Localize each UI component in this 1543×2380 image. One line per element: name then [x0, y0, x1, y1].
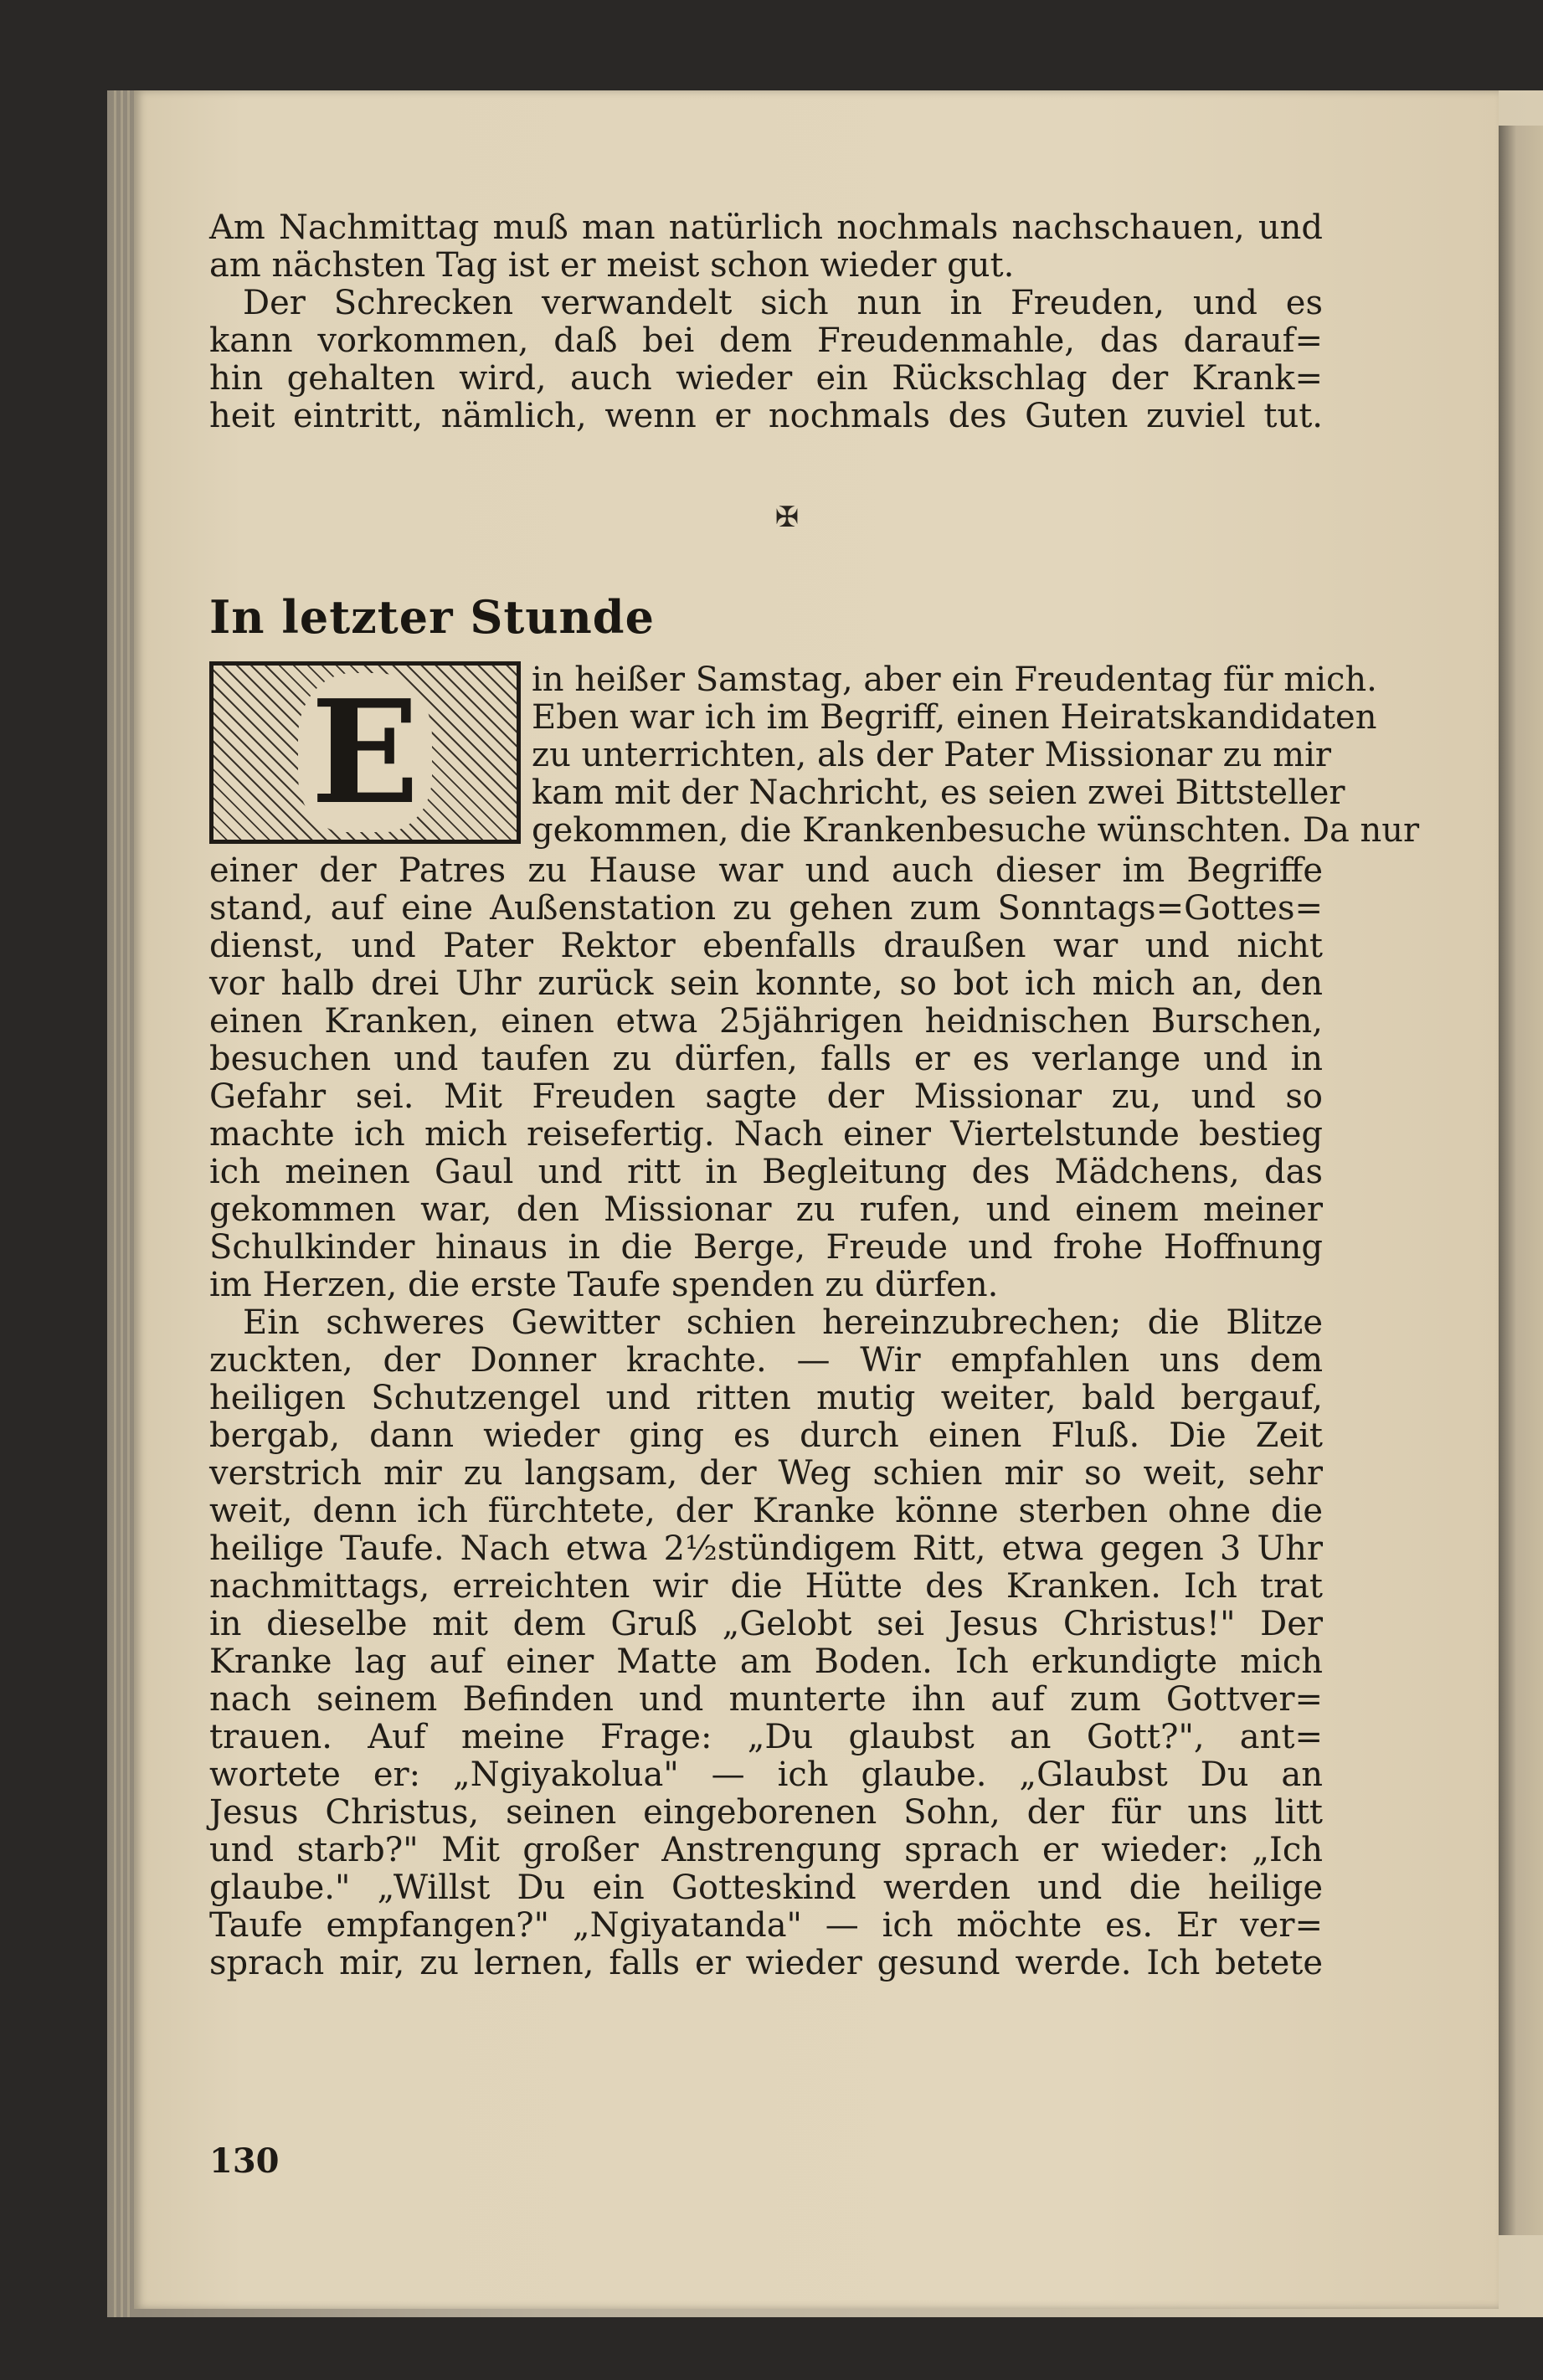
drop-cap-letter: E: [298, 673, 432, 832]
section-divider-ornament: ✠: [774, 501, 800, 534]
text-line: verstrich mir zu langsam, der Weg schien mir so weit, sehr: [209, 1454, 1323, 1493]
text-line: im Herzen, die erste Taufe spenden zu dürfen.: [209, 1266, 999, 1304]
text-line: Eben war ich im Begriff, einen Heiratskandidaten: [532, 698, 1377, 737]
text-line: trauen. Auf meine Frage: „Du glaubst an Gott?", ant=: [209, 1718, 1323, 1756]
text-line: Kranke lag auf einer Matte am Boden. Ich erkundigte mich: [209, 1642, 1323, 1681]
page-edge: [121, 90, 123, 2317]
text-line: nach seinem Befinden und munterte ihn auf zum Gottver=: [209, 1680, 1323, 1719]
text-line: einen Kranken, einen etwa 25jährigen heidnischen Burschen,: [209, 1002, 1323, 1041]
text-line: Der Schrecken verwandelt sich nun in Freuden, und es: [243, 284, 1323, 322]
text-line: gekommen war, den Missionar zu rufen, und einem meiner: [209, 1190, 1323, 1229]
text-line: gekommen, die Krankenbesuche wünschten. Da nur: [532, 811, 1420, 850]
text-line: kann vorkommen, daß bei dem Freudenmahle, das darauf=: [209, 321, 1323, 360]
text-line: zu unterrichten, als der Pater Missionar zu mir: [532, 736, 1332, 774]
page-edge: [127, 90, 130, 2317]
text-line: vor halb drei Uhr zurück sein konnte, so bot ich mich an, den: [209, 964, 1323, 1003]
page-edge: [114, 90, 116, 2317]
drop-cap-paragraph: [532, 661, 1420, 850]
text-line: Ein schweres Gewitter schien hereinzubrechen; die Blitze: [243, 1303, 1323, 1342]
opening-paragraph: [209, 209, 1323, 285]
section-title: In letzter Stunde: [209, 590, 655, 644]
text-line: Schulkinder hinaus in die Berge, Freude und frohe Hoffnung: [209, 1228, 1323, 1267]
text-line: weit, denn ich fürchtete, der Kranke könne sterben ohne die: [209, 1492, 1323, 1530]
text-line: in dieselbe mit dem Gruß „Gelobt sei Jesus Christus!" Der: [209, 1605, 1323, 1643]
drop-cap-ornament: [209, 661, 521, 844]
text-line: wortete er: „Ngiyakolua" — ich glaube. „Glaubst Du an: [209, 1755, 1323, 1794]
text-line: Am Nachmittag muß man natürlich nochmals nachschauen, und: [209, 208, 1323, 247]
text-line: zuckten, der Donner krachte. — Wir empfahlen uns dem: [209, 1341, 1323, 1380]
body-paragraph-1: [209, 852, 1323, 1982]
text-line: bergab, dann wieder ging es durch einen Fluß. Die Zeit: [209, 1416, 1323, 1455]
text-line: machte ich mich reisefertig. Nach einer Viertelstunde bestieg: [209, 1115, 1323, 1154]
text-line: Gefahr sei. Mit Freuden sagte der Missionar zu, und so: [209, 1077, 1323, 1116]
text-line: besuchen und taufen zu dürfen, falls er es verlange und in: [209, 1040, 1323, 1078]
text-line: kam mit der Nachricht, es seien zwei Bittsteller: [532, 774, 1345, 812]
text-line: glaube." „Willst Du ein Gotteskind werden und die heilige: [209, 1869, 1323, 1907]
text-line: einer der Patres zu Hause war und auch dieser im Begriffe: [209, 851, 1323, 890]
text-line: ich meinen Gaul und ritt in Begleitung des Mädchens, das: [209, 1153, 1323, 1191]
second-paragraph: [209, 285, 1323, 435]
text-line: heit eintritt, nämlich, wenn er nochmals des Guten zuviel tut.: [209, 397, 1323, 435]
text-line: heiligen Schutzengel und ritten mutig weiter, bald bergauf,: [209, 1379, 1323, 1417]
text-line: heilige Taufe. Nach etwa 2½stündigem Ritt, etwa gegen 3 Uhr: [209, 1529, 1323, 1568]
text-line: und starb?" Mit großer Anstrengung sprach er wieder: „Ich: [209, 1831, 1323, 1869]
text-line: hin gehalten wird, auch wieder ein Rückschlag der Krank=: [209, 359, 1323, 398]
text-line: Jesus Christus, seinen eingeborenen Sohn, der für uns litt: [209, 1793, 1323, 1832]
text-line: Taufe empfangen?" „Ngiyatanda" — ich möchte es. Er ver=: [209, 1906, 1323, 1945]
text-line: dienst, und Pater Rektor ebenfalls draußen war und nicht: [209, 927, 1323, 965]
text-line: in heißer Samstag, aber ein Freudentag für mich.: [532, 661, 1377, 699]
facing-page-edge: [1499, 126, 1543, 2235]
text-line: am nächsten Tag ist er meist schon wieder gut.: [209, 246, 1015, 285]
text-line: nachmittags, erreichten wir die Hütte des Kranken. Ich trat: [209, 1567, 1323, 1606]
text-line: stand, auf eine Außenstation zu gehen zum Sonntags=Gottes=: [209, 889, 1323, 928]
page-number: 130: [209, 2141, 280, 2181]
text-line: sprach mir, zu lernen, falls er wieder gesund werde. Ich betete: [209, 1944, 1323, 1982]
